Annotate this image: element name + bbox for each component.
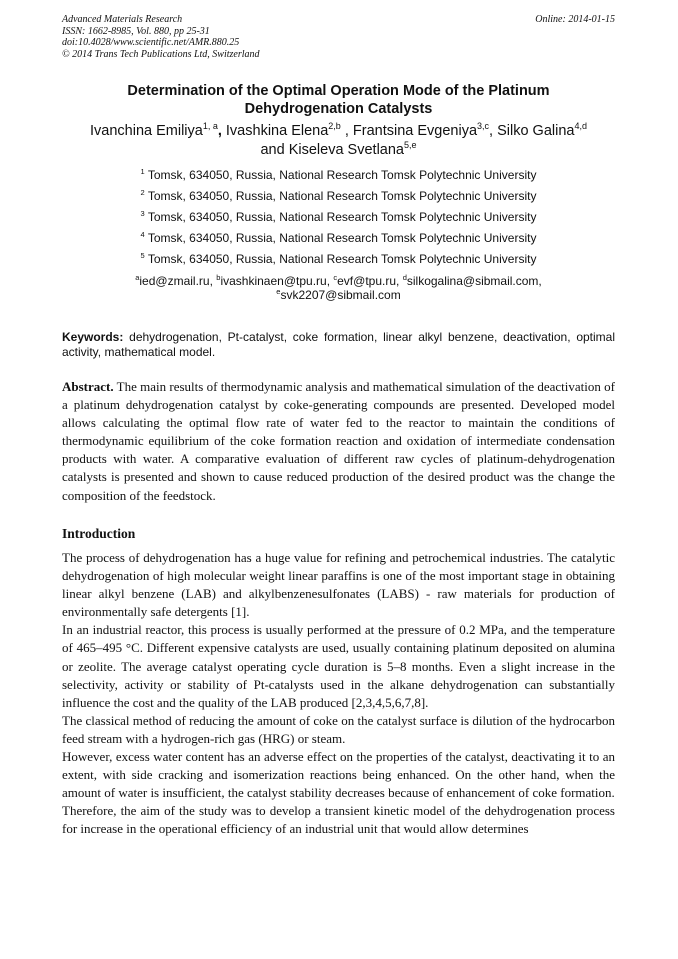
abstract	[62, 378, 615, 505]
section-heading-introduction: Introduction	[62, 526, 136, 541]
email-a[interactable]: ied@zmail.ru,	[139, 274, 213, 288]
email-c[interactable]: evf@tpu.ru,	[337, 274, 400, 288]
journal-copyright: © 2014 Trans Tech Publications Ltd, Switzerland	[62, 48, 260, 60]
author-2-sup: 2,b	[328, 121, 341, 131]
affiliation-3: $^3$ Tomsk, 634050, Russia, National Research Tomsk Polytechnic University	[140, 209, 537, 224]
author-3: Frantsina Evgeniya	[352, 123, 478, 139]
abstract-text: The main results of thermodynamic analysis and mathematical simulation of the deactivation of a platinum dehydrogenation catalyst by coke-generating compounds are presented. Developed model allows calculating the optimal flow rate of water fed to the reactor to maintain the conditions of thermodynamic equilibrium of the coke formation reaction and oxidation of intermediate condensation products with water. A comparative evaluation of different raw cycles of platinum-dehydrogenation catalysts is presented and shown to cause reduced production of the desired product was the change the composition of the feedstock.	[62, 379, 615, 503]
email-e[interactable]: svk2207@sibmail.com	[280, 288, 401, 302]
author-list: Ivanchina Emiliya$^{1, a}$, Ivashkina Elena$^{2,b}$ , Frantsina Evgeniya$^{3,c}$, Silko Galina$^{4,d}$ and Kiseleva Svetlana$^{5,e}$	[90, 121, 587, 158]
intro-paragraph-3: The classical method of reducing the amount of coke on the catalyst surface is dilution of the hydrocarbon feed stream with a hydrogen-rich gas (HRG) or steam.	[62, 712, 615, 746]
keywords	[62, 330, 615, 360]
author-4: Silko Galina	[497, 123, 575, 139]
online-date: Online: 2014-01-15	[535, 14, 615, 25]
journal-doi: doi:10.4028/www.scientific.net/AMR.880.25	[62, 37, 240, 48]
intro-paragraph-5: Therefore, the aim of the study was to develop a transient kinetic model of the dehydrogenation process for increase in the operational efficiency of an industrial unit that would allow determines	[62, 803, 615, 837]
keywords-text: dehydrogenation, Pt-catalyst, coke formation, linear alkyl benzene, deactivation, optimal activity, mathematical model.	[62, 330, 615, 359]
intro-paragraph-2: In an industrial reactor, this process is usually performed at the pressure of 0.2 MPa, and the temperature of 465–495 °C. Different expensive catalysts are used, usually containing platinum deposited on alumina or zeolite. The average catalyst operating cycle duration is 5–8 months. Even a slight increase in the selectivity, activity or stability of Pt-catalysts used in the alkane dehydrogenation can substantially influence the cost and the quality of the LAB produced [2,3,4,5,6,7,8].	[62, 622, 615, 710]
abstract-label: Abstract.	[62, 379, 114, 394]
author-2: Ivashkina Elena	[225, 123, 329, 139]
email-list: $^a$ied@zmail.ru, $^b$ivashkinaen@tpu.ru, $^c$evf@tpu.ru, $^d$silkogalina@sibmail.com, $^e$svk2207@sibmail.com	[135, 273, 542, 302]
email-b[interactable]: ivashkinaen@tpu.ru,	[220, 274, 331, 288]
title-line-2: Dehydrogenation Catalysts	[244, 101, 433, 117]
author-conjunction: and	[260, 142, 285, 158]
title-line-1: Determination of the Optimal Operation Mode of the Platinum	[127, 83, 550, 99]
affiliation-4: $^4$ Tomsk, 634050, Russia, National Research Tomsk Polytechnic University	[140, 230, 537, 245]
journal-name: Advanced Materials Research	[62, 14, 183, 25]
email-d[interactable]: silkogalina@sibmail.com,	[406, 274, 542, 288]
author-1: Ivanchina Emiliya	[90, 123, 203, 139]
intro-paragraph-1: The process of dehydrogenation has a huge value for refining and petrochemical industries. The catalytic dehydrogenation of high molecular weight linear paraffins is one of the most important stage in obtaining linear alkyl benzene (LAB) and alkylbenzenesulfonates (LABS) - raw materials for production of environmentally safe detergents [1].	[62, 550, 615, 620]
affiliation-2: $^2$ Tomsk, 634050, Russia, National Research Tomsk Polytechnic University	[140, 188, 537, 203]
paper-title	[62, 82, 615, 118]
author-4-sup: 4,d	[574, 121, 587, 131]
affiliation-5: $^5$ Tomsk, 634050, Russia, National Research Tomsk Polytechnic University	[140, 251, 537, 266]
affiliation-1: $^1$ Tomsk, 634050, Russia, National Research Tomsk Polytechnic University	[140, 167, 537, 182]
author-5-sup: 5,e	[403, 140, 417, 150]
intro-paragraph-4: However, excess water content has an adverse effect on the properties of the catalyst, deactivating it to an extent, with side cracking and isomerization reactions being enhanced. On the other hand, when the amount of water is insufficient, the catalyst stability decreases because of enhancement of coke formation.	[62, 749, 615, 801]
author-1-sup: 1, a	[202, 121, 218, 131]
journal-header	[62, 14, 260, 60]
keywords-label: Keywords:	[62, 330, 124, 344]
journal-issn: ISSN: 1662-8985, Vol. 880, pp 25-31	[62, 25, 210, 37]
author-5: Kiseleva Svetlana	[288, 142, 404, 158]
introduction-body	[62, 549, 615, 839]
author-3-sup: 3,c	[477, 121, 490, 131]
